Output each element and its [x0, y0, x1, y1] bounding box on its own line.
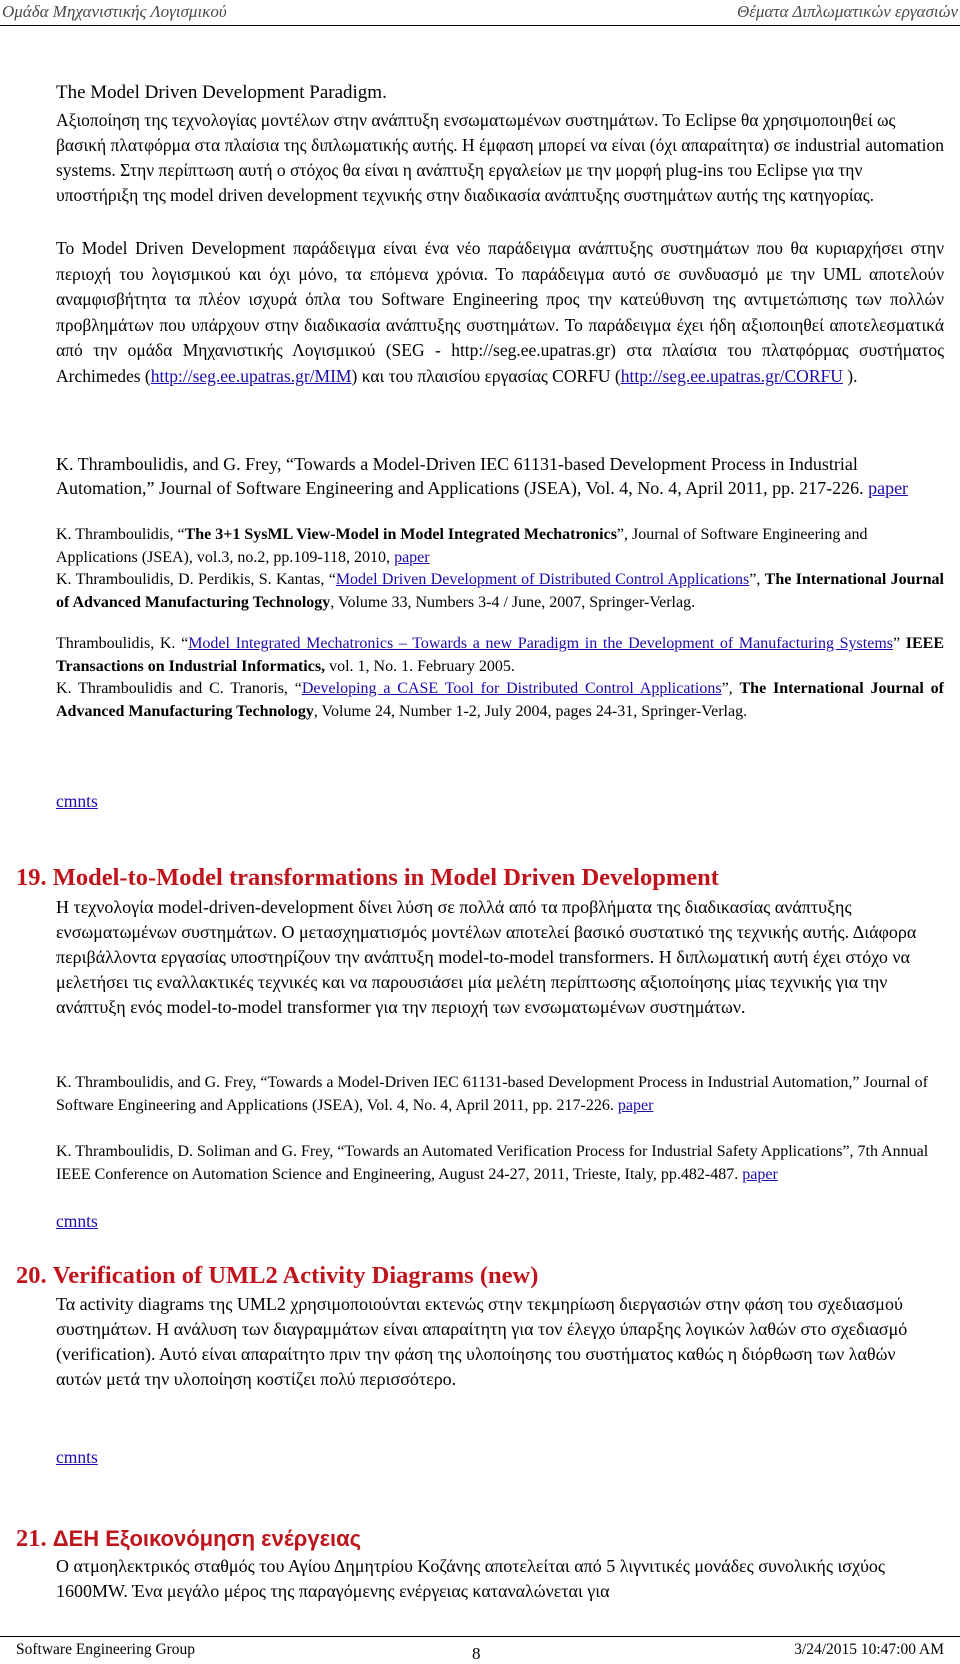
comments-link[interactable]: cmnts — [56, 791, 98, 811]
section-body: Ο ατμοηλεκτρικός σταθμός του Αγίου Δημητρίου Κοζάνης αποτελείται από 5 λιγνιτικές μονάδες συνολικής ισχύος 1600MW. Ένα μεγάλο μέρος της παραγόμενης ενέργειας καταναλώνεται για — [56, 1556, 886, 1601]
comments-link[interactable]: cmnts — [56, 1447, 98, 1467]
topic-title: The Model Driven Development Paradigm. — [56, 82, 387, 103]
corfu-link[interactable]: http://seg.ee.upatras.gr/CORFU — [620, 365, 843, 386]
page-header — [0, 0, 960, 26]
footer-divider — [0, 1636, 960, 1637]
reference-item: K. Thramboulidis, “The 3+1 SysML View-Model in Model Integrated Mechatronics”, Journal of Software Engineering and Applications (JSEA), vol.3, no.2, pp.109-118, 2010, paper — [56, 526, 868, 566]
footer-date: 3/24/2015 10:47:00 AM — [794, 1641, 944, 1658]
paper-link[interactable]: paper — [617, 1097, 654, 1114]
header-left: Ομάδα Μηχανιστικής Λογισμικού — [2, 2, 227, 21]
comments-link[interactable]: cmnts — [56, 1211, 98, 1231]
reference-title-link[interactable]: Model Integrated Mechatronics – Towards a new Paradigm in the Development of Manufacturing Systems — [188, 635, 893, 652]
paper-link[interactable]: paper — [742, 1166, 778, 1183]
topic-paragraph: Αξιοποίηση της τεχνολογίας μοντέλων στην ανάπτυξη ενσωματωμένων συστημάτων. Το Eclipse θα χρησιμοποιηθεί ως βασική πλατφόρμα στα πλαίσια της διπλωματικής αυτής. Η έμφαση μπορεί να είναι (όχι απαραίτητα) σε industrial automation systems. Στην περίπτωση αυτή ο στόχος θα είναι η ανάπτυξη εργαλείων με την μορφή plug-ins του Eclipse για την υποστήριξη της model driven development τεχνικής στην διαδικασία ανάπτυξης συστημάτων αυτής της κατηγορίας. — [56, 110, 944, 205]
footer-group: Software Engineering Group — [16, 1641, 196, 1658]
reference-item: K. Thramboulidis, D. Perdikis, S. Kantas, “Model Driven Development of Distributed Control Applications”, The International Journal of Advanced Manufacturing Technology, Volume 33, Numbers 3-4 / June, 2007, Springer-Verlag. — [56, 571, 944, 611]
archimedes-link[interactable]: http://seg.ee.upatras.gr/MIM — [150, 365, 352, 386]
header-divider — [0, 25, 960, 26]
page-number: 8 — [472, 1644, 481, 1663]
topic-paragraph-2: Το Model Driven Development παράδειγμα είναι ένα νέο παράδειγμα ανάπτυξης συστημάτων που θα κυριαρχήσει στην περιοχή του λογισμικού και όχι μόνο, τα επόμενα χρόνια. Το παράδειγμα αυτό σε συνδυασμό με την UML αποτελούν αναμφισβήτητα τα πλέον ισχυρά όπλα του Software Engineering προς την κατεύθυνση της αντιμετώπισης των πολλών προβλημάτων που υπάρχουν στην διαδικασία ανάπτυξης συστημάτων. Το παράδειγμα έχει ήδη αξιοποιηθεί αποτελεσματικά από την ομάδα Μηχανιστικής Λογισμικού (SEG - http://seg.ee.upatras.gr) στα πλαίσια του πλατφόρμας συστήματος Archimedes (http://seg.ee.upatras.gr/MIM) και του πλαισίου εργασίας CORFU (http://seg.ee.upatras.gr/CORFU ). — [56, 238, 944, 386]
section-body: Η τεχνολογία model-driven-development δίνει λύση σε πολλά από τα προβλήματα της διαδικασίας ανάπτυξης ενσωματωμένων συστημάτων. Ο μετασχηματισμός μοντέλων αποτελεί βασικό συστατικό της τεχνικής αυτής. Διάφορα περιβάλλοντα εργασίας υποστηρίζουν την ανάπτυξη model-to-model transformers. Η διπλωματική αυτή έχει στόχο να μελετήσει τις εναλλακτικές τεχνικές και να παρουσιάσει μία μελέτη περίπτωσης αξιοποίησης μίας τεχνικής για την ανάπτυξη ενός model-to-model transformer για την περιοχή των ενσωματωμένων συστημάτων. — [56, 897, 917, 1017]
reference-item: Thramboulidis, K. “Model Integrated Mechatronics – Towards a new Paradigm in the Development of Manufacturing Systems” IEEE Transactions on Industrial Informatics, vol. 1, No. 1. February 2005. — [56, 635, 945, 675]
reference-item: K. Thramboulidis, D. Soliman and G. Frey, “Towards an Automated Verification Process for Industrial Safety Applications”, 7th Annual IEEE Conference on Automation Science and Engineering, August 24-27, 2011, Trieste, Italy, pp.482-487. paper — [56, 1143, 929, 1183]
reference-title-link[interactable]: Developing a CASE Tool for Distributed Control Applications — [301, 680, 722, 697]
section-heading-21: 21. ΔΕΗ Εξοικονόμηση ενέργειας — [16, 1525, 362, 1552]
section-heading-19: 19. Model-to-Model transformations in Model Driven Development — [16, 864, 719, 891]
reference-item: K. Thramboulidis, and G. Frey, “Towards a Model-Driven IEC 61131-based Development Process in Industrial Automation,” Journal of Software Engineering and Applications (JSEA), Vol. 4, No. 4, April 2011, pp. 217-226. paper — [56, 1074, 928, 1114]
page-footer — [0, 1636, 960, 1663]
paper-link[interactable]: paper — [868, 478, 909, 498]
new-badge: (new) — [479, 1262, 539, 1289]
paper-link[interactable]: paper — [394, 549, 430, 566]
section-body: Τα activity diagrams της UML2 χρησιμοποιούνται εκτενώς στην τεκμηρίωση διεργασιών στην φάση του σχεδιασμού συστημάτων. Η ανάλυση των διαγραμμάτων είναι απαραίτητη για τον έλεγχο ύπαρξης λογικών λαθών στο σχεδιασμό (verification). Αυτό είναι απαραίτητο πριν την φάση της υλοποίησης του συστήματος καθώς η διόρθωση των λαθών αυτών μετά την υλοποίηση κοστίζει πολύ περισσότερο. — [56, 1294, 908, 1389]
reference-title-link[interactable]: Model Driven Development of Distributed Control Applications — [335, 571, 750, 588]
section-heading-20: 20. Verification of UML2 Activity Diagrams (new) — [16, 1262, 539, 1289]
reference-item: K. Thramboulidis, and G. Frey, “Towards a Model-Driven IEC 61131-based Development Process in Industrial Automation,” Journal of Software Engineering and Applications (JSEA), Vol. 4, No. 4, April 2011, pp. 217-226. paper — [56, 454, 909, 498]
header-right: Θέματα Διπλωματικών εργασιών — [736, 2, 958, 21]
reference-item: K. Thramboulidis and C. Tranoris, “Developing a CASE Tool for Distributed Control Applications”, The International Journal of Advanced Manufacturing Technology, Volume 24, Number 1-2, July 2004, pages 24-31, Springer-Verlag. — [56, 680, 945, 720]
